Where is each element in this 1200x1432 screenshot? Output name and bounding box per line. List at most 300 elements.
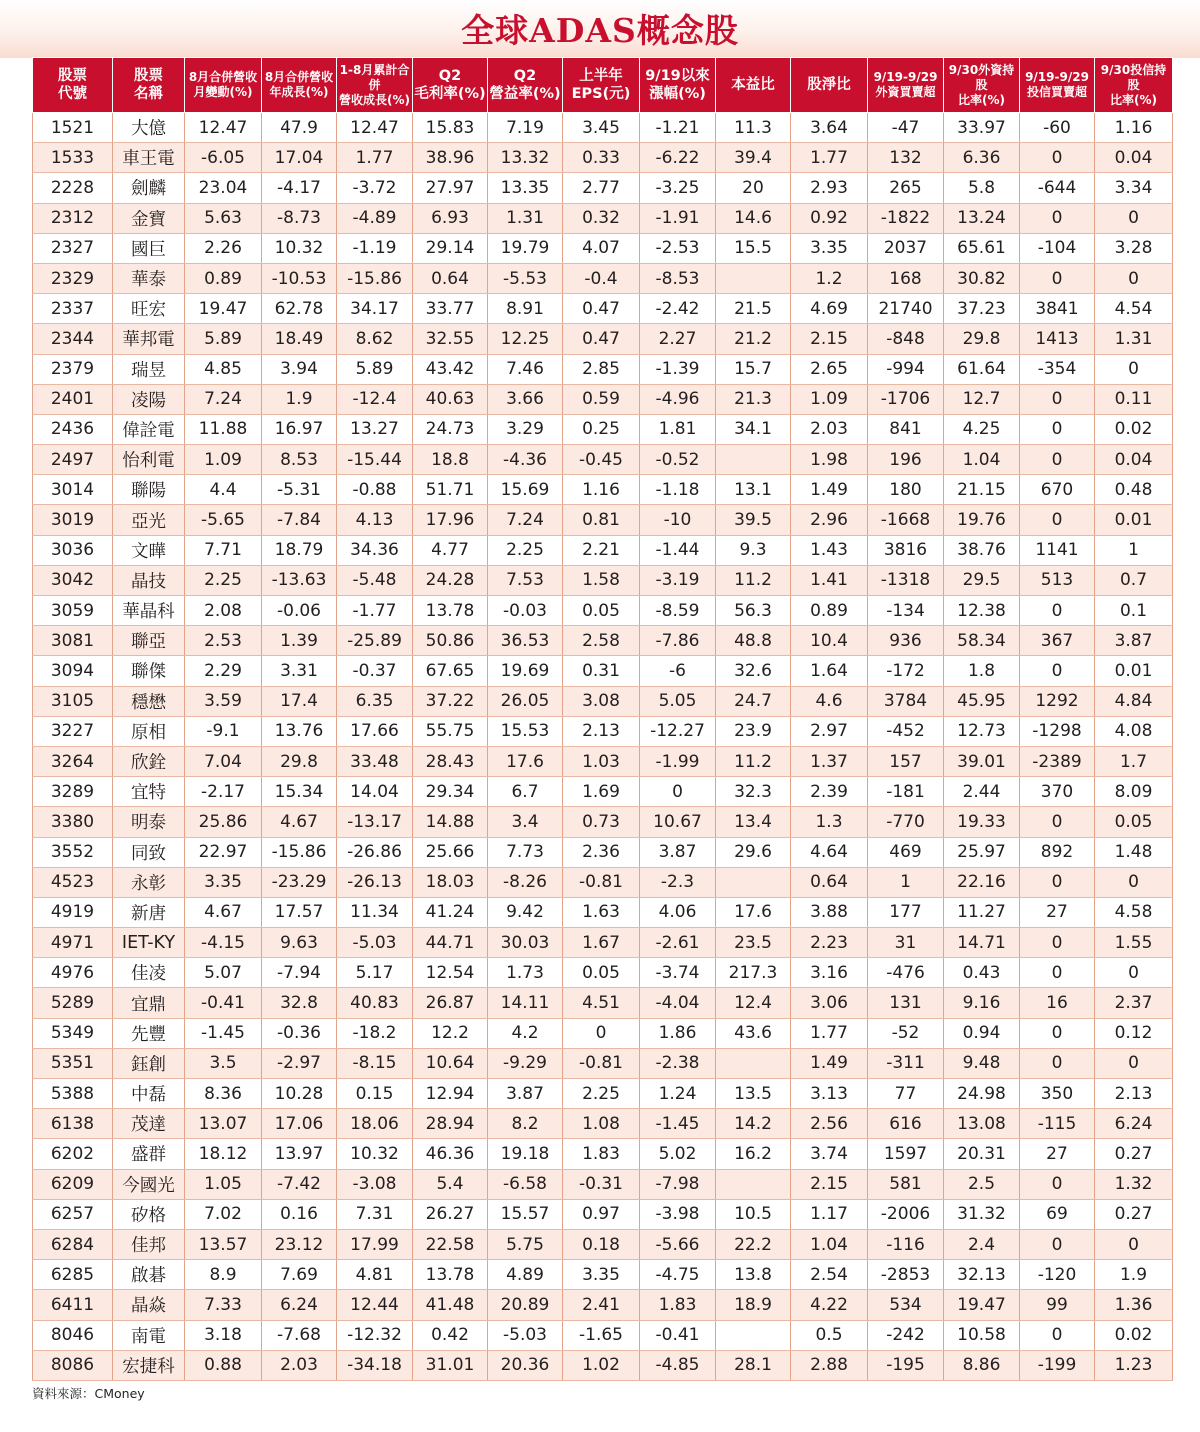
table-cell: -0.41 [640, 1320, 716, 1350]
table-cell: -994 [868, 354, 944, 384]
table-cell: 12.94 [413, 1079, 488, 1109]
table-cell: 2.37 [1095, 988, 1173, 1018]
stock-code-cell: 5351 [33, 1048, 113, 1078]
table-cell: 3.34 [1095, 173, 1173, 203]
table-cell: 6.93 [413, 203, 488, 233]
table-cell: 0 [640, 777, 716, 807]
table-cell: 0 [1095, 867, 1173, 897]
table-cell: 0.02 [1095, 1320, 1173, 1350]
table-cell: 2037 [868, 233, 944, 263]
table-cell: -26.86 [337, 837, 413, 867]
table-row [33, 958, 1173, 988]
table-cell: 2.27 [640, 324, 716, 354]
table-cell: 0.47 [563, 294, 640, 324]
table-cell: 1.41 [791, 565, 868, 595]
table-row [33, 354, 1173, 384]
table-cell: 1.39 [262, 626, 337, 656]
table-cell: -3.74 [640, 958, 716, 988]
table-cell: 5.05 [640, 686, 716, 716]
table-row [33, 1320, 1173, 1350]
column-header: 8月合併營收 年成長(%) [262, 58, 337, 113]
stock-code-cell: 2436 [33, 414, 113, 444]
table-row [33, 1018, 1173, 1048]
table-cell: 0 [1020, 505, 1095, 535]
table-cell: 26.27 [413, 1199, 488, 1229]
table-row [33, 324, 1173, 354]
table-cell: 0 [1020, 928, 1095, 958]
table-cell: 34.1 [716, 414, 791, 444]
stock-code-cell: 2497 [33, 445, 113, 475]
table-cell: -452 [868, 716, 944, 746]
table-cell: 20.89 [488, 1290, 563, 1320]
table-cell: 841 [868, 414, 944, 444]
table-cell: 99 [1020, 1290, 1095, 1320]
table-cell: 1.73 [488, 958, 563, 988]
table-cell: 3.35 [563, 1260, 640, 1290]
table-cell: -7.68 [262, 1320, 337, 1350]
table-cell: 0 [1020, 263, 1095, 293]
table-row [33, 294, 1173, 324]
table-cell: 0 [1020, 867, 1095, 897]
table-cell: 0.04 [1095, 445, 1173, 475]
table-cell: 1.32 [1095, 1169, 1173, 1199]
stock-name-cell: 鈺創 [113, 1048, 185, 1078]
stock-code-cell: 2228 [33, 173, 113, 203]
table-cell: 4.08 [1095, 716, 1173, 746]
table-cell: -34.18 [337, 1350, 413, 1380]
table-cell: 32.13 [944, 1260, 1020, 1290]
table-cell: 18.9 [716, 1290, 791, 1320]
table-cell: 7.24 [185, 384, 262, 414]
table-cell: 7.73 [488, 837, 563, 867]
table-cell: 15.7 [716, 354, 791, 384]
stock-code-cell: 5388 [33, 1079, 113, 1109]
stock-name-cell: 旺宏 [113, 294, 185, 324]
table-cell: 469 [868, 837, 944, 867]
table-cell: 0.1 [1095, 596, 1173, 626]
table-cell: -0.03 [488, 596, 563, 626]
table-cell: 18.8 [413, 445, 488, 475]
table-cell: 0.59 [563, 384, 640, 414]
table-cell: 3.88 [791, 897, 868, 927]
table-cell: 2.85 [563, 354, 640, 384]
table-cell: 0 [1020, 596, 1095, 626]
table-cell: 0 [1095, 354, 1173, 384]
table-cell: 0.33 [563, 143, 640, 173]
table-cell: 39.01 [944, 746, 1020, 776]
table-cell: 14.2 [716, 1109, 791, 1139]
table-cell: 10.28 [262, 1079, 337, 1109]
table-row [33, 716, 1173, 746]
table-cell: 1.48 [1095, 837, 1173, 867]
table-cell: 32.6 [716, 656, 791, 686]
table-cell: -3.19 [640, 565, 716, 595]
table-row [33, 384, 1173, 414]
table-cell: 936 [868, 626, 944, 656]
table-cell: 61.64 [944, 354, 1020, 384]
table-cell: 13.1 [716, 475, 791, 505]
table-cell: 21740 [868, 294, 944, 324]
table-cell: 12.4 [716, 988, 791, 1018]
stock-code-cell: 4971 [33, 928, 113, 958]
table-cell: 1.3 [791, 807, 868, 837]
table-cell: 39.5 [716, 505, 791, 535]
table-cell: 3.13 [791, 1079, 868, 1109]
column-header: 股淨比 [791, 58, 868, 113]
table-cell: 3.59 [185, 686, 262, 716]
table-cell: 0.16 [262, 1199, 337, 1229]
table-cell: 8.09 [1095, 777, 1173, 807]
table-cell: 12.73 [944, 716, 1020, 746]
table-cell: 2.26 [185, 233, 262, 263]
table-cell: 2.23 [791, 928, 868, 958]
table-cell: 67.65 [413, 656, 488, 686]
table-cell: 2.54 [791, 1260, 868, 1290]
adas-stock-table [32, 57, 1173, 1381]
table-cell: 1.69 [563, 777, 640, 807]
table-row [33, 263, 1173, 293]
table-cell: 13.57 [185, 1229, 262, 1259]
table-cell: 31 [868, 928, 944, 958]
table-cell: 3816 [868, 535, 944, 565]
table-cell: 0.05 [563, 596, 640, 626]
table-cell: -1.44 [640, 535, 716, 565]
table-cell [716, 445, 791, 475]
table-cell: 14.88 [413, 807, 488, 837]
table-cell: 48.8 [716, 626, 791, 656]
table-cell: 15.5 [716, 233, 791, 263]
table-cell: -104 [1020, 233, 1095, 263]
table-cell: 37.23 [944, 294, 1020, 324]
stock-name-cell: 文曄 [113, 535, 185, 565]
stock-name-cell: 聯傑 [113, 656, 185, 686]
table-cell: 5.75 [488, 1229, 563, 1259]
table-cell: 2.13 [1095, 1079, 1173, 1109]
table-cell: 4.4 [185, 475, 262, 505]
stock-name-cell: 明泰 [113, 807, 185, 837]
table-cell: -0.36 [262, 1018, 337, 1048]
stock-code-cell: 3227 [33, 716, 113, 746]
table-cell: 4.67 [262, 807, 337, 837]
table-cell: 20.36 [488, 1350, 563, 1380]
table-cell: 0 [1020, 143, 1095, 173]
table-body [33, 113, 1173, 1381]
table-cell: 3.87 [488, 1079, 563, 1109]
table-row [33, 746, 1173, 776]
table-cell: 0.32 [563, 203, 640, 233]
stock-code-cell: 3380 [33, 807, 113, 837]
table-cell: -2.61 [640, 928, 716, 958]
table-cell: 1.37 [791, 746, 868, 776]
table-cell: 1.77 [791, 1018, 868, 1048]
column-header: 上半年 EPS(元) [563, 58, 640, 113]
column-header: 9/30投信持股 比率(%) [1095, 58, 1173, 113]
stock-name-cell: 偉詮電 [113, 414, 185, 444]
table-cell: -2853 [868, 1260, 944, 1290]
table-cell: 18.12 [185, 1139, 262, 1169]
stock-code-cell: 6209 [33, 1169, 113, 1199]
table-cell: 5.63 [185, 203, 262, 233]
table-cell: 1.9 [262, 384, 337, 414]
stock-code-cell: 2401 [33, 384, 113, 414]
table-cell: 19.47 [185, 294, 262, 324]
table-cell: 40.63 [413, 384, 488, 414]
table-cell: 370 [1020, 777, 1095, 807]
table-cell: 12.54 [413, 958, 488, 988]
table-cell: 11.88 [185, 414, 262, 444]
table-cell: 22.16 [944, 867, 1020, 897]
table-cell: 0.43 [944, 958, 1020, 988]
table-cell: 41.48 [413, 1290, 488, 1320]
table-cell: 1 [1095, 535, 1173, 565]
stock-code-cell: 3036 [33, 535, 113, 565]
table-cell: 51.71 [413, 475, 488, 505]
table-cell: 4.77 [413, 535, 488, 565]
table-cell [716, 1169, 791, 1199]
table-cell: 32.3 [716, 777, 791, 807]
table-cell: 15.34 [262, 777, 337, 807]
table-cell: 1.31 [488, 203, 563, 233]
table-cell: 1.43 [791, 535, 868, 565]
table-cell: -6 [640, 656, 716, 686]
table-cell: 5.07 [185, 958, 262, 988]
table-cell: 8.62 [337, 324, 413, 354]
table-cell: 28.1 [716, 1350, 791, 1380]
table-cell: 13.4 [716, 807, 791, 837]
table-cell: -5.53 [488, 263, 563, 293]
table-cell: 1.2 [791, 263, 868, 293]
table-cell: 24.73 [413, 414, 488, 444]
table-cell: 3.87 [640, 837, 716, 867]
column-header: 股票 名稱 [113, 58, 185, 113]
page-title: 全球ADAS概念股 [461, 11, 739, 50]
table-cell: 0.01 [1095, 505, 1173, 535]
stock-name-cell: 原相 [113, 716, 185, 746]
table-cell: -181 [868, 777, 944, 807]
table-cell: 1.64 [791, 656, 868, 686]
table-cell: 0.97 [563, 1199, 640, 1229]
table-row [33, 565, 1173, 595]
table-cell: 2.25 [488, 535, 563, 565]
table-cell: 0.47 [563, 324, 640, 354]
table-cell: -0.37 [337, 656, 413, 686]
table-cell: -0.4 [563, 263, 640, 293]
table-cell: 534 [868, 1290, 944, 1320]
table-cell: -2.17 [185, 777, 262, 807]
table-cell: 1.23 [1095, 1350, 1173, 1380]
table-cell: 19.76 [944, 505, 1020, 535]
table-cell: -10.53 [262, 263, 337, 293]
table-cell: -60 [1020, 113, 1095, 143]
table-cell: 2.4 [944, 1229, 1020, 1259]
table-cell: 3.66 [488, 384, 563, 414]
stock-name-cell: IET-KY [113, 928, 185, 958]
table-cell: 23.04 [185, 173, 262, 203]
column-header: 8月合併營收 月變動(%) [185, 58, 262, 113]
table-row [33, 988, 1173, 1018]
table-row [33, 1169, 1173, 1199]
table-cell: 44.71 [413, 928, 488, 958]
table-cell: -23.29 [262, 867, 337, 897]
stock-code-cell: 3042 [33, 565, 113, 595]
stock-name-cell: 欣銓 [113, 746, 185, 776]
table-cell: 40.83 [337, 988, 413, 1018]
table-cell: 17.06 [262, 1109, 337, 1139]
stock-name-cell: 瑞昱 [113, 354, 185, 384]
table-cell: -242 [868, 1320, 944, 1350]
table-cell: 3.28 [1095, 233, 1173, 263]
table-cell: 30.03 [488, 928, 563, 958]
table-cell: 1.55 [1095, 928, 1173, 958]
table-cell: -1.18 [640, 475, 716, 505]
table-cell: -26.13 [337, 867, 413, 897]
table-cell: 9.42 [488, 897, 563, 927]
table-cell: 2.25 [563, 1079, 640, 1109]
stock-name-cell: 宜特 [113, 777, 185, 807]
table-row [33, 1139, 1173, 1169]
table-cell: 38.96 [413, 143, 488, 173]
table-cell: 7.31 [337, 1199, 413, 1229]
table-cell: 27 [1020, 897, 1095, 927]
table-cell: 15.57 [488, 1199, 563, 1229]
stock-name-cell: 中磊 [113, 1079, 185, 1109]
table-cell: 17.6 [488, 746, 563, 776]
table-cell: 2.03 [262, 1350, 337, 1380]
table-cell: 17.57 [262, 897, 337, 927]
table-cell: 2.96 [791, 505, 868, 535]
stock-name-cell: 大億 [113, 113, 185, 143]
table-cell: 2.39 [791, 777, 868, 807]
table-cell: 13.07 [185, 1109, 262, 1139]
table-cell: 31.32 [944, 1199, 1020, 1229]
table-cell: 3.45 [563, 113, 640, 143]
table-cell: 1 [868, 867, 944, 897]
table-cell: 6.36 [944, 143, 1020, 173]
table-cell: 29.8 [262, 746, 337, 776]
table-cell: 43.6 [716, 1018, 791, 1048]
table-cell: -9.29 [488, 1048, 563, 1078]
table-cell: -0.06 [262, 596, 337, 626]
table-row [33, 1109, 1173, 1139]
stock-code-cell: 2337 [33, 294, 113, 324]
table-cell: 41.24 [413, 897, 488, 927]
table-cell: 1.03 [563, 746, 640, 776]
table-cell: 36.53 [488, 626, 563, 656]
stock-code-cell: 2312 [33, 203, 113, 233]
table-cell: 2.25 [185, 565, 262, 595]
table-cell: 2.56 [791, 1109, 868, 1139]
table-cell: -0.52 [640, 445, 716, 475]
table-cell: 20 [716, 173, 791, 203]
table-cell: 581 [868, 1169, 944, 1199]
table-row [33, 113, 1173, 143]
table-cell: 22.58 [413, 1229, 488, 1259]
stock-name-cell: 劍麟 [113, 173, 185, 203]
stock-name-cell: 聯陽 [113, 475, 185, 505]
table-cell: -8.26 [488, 867, 563, 897]
table-cell: -8.53 [640, 263, 716, 293]
table-cell: -770 [868, 807, 944, 837]
table-cell: 0.64 [413, 263, 488, 293]
table-cell: -4.85 [640, 1350, 716, 1380]
stock-code-cell: 4976 [33, 958, 113, 988]
table-cell: 0.73 [563, 807, 640, 837]
table-cell: -2.3 [640, 867, 716, 897]
table-cell: 1.49 [791, 475, 868, 505]
table-cell: 50.86 [413, 626, 488, 656]
table-cell: 4.22 [791, 1290, 868, 1320]
table-cell: 1.86 [640, 1018, 716, 1048]
table-cell: 32.8 [262, 988, 337, 1018]
table-cell: 69 [1020, 1199, 1095, 1229]
table-cell: 25.97 [944, 837, 1020, 867]
table-cell: -1298 [1020, 716, 1095, 746]
table-cell: -7.98 [640, 1169, 716, 1199]
table-cell: 11.3 [716, 113, 791, 143]
stock-code-cell: 4919 [33, 897, 113, 927]
table-cell: -18.2 [337, 1018, 413, 1048]
table-cell: 4.06 [640, 897, 716, 927]
table-cell: 17.96 [413, 505, 488, 535]
table-cell: 29.34 [413, 777, 488, 807]
table-cell: 2.03 [791, 414, 868, 444]
table-cell: 3.16 [791, 958, 868, 988]
stock-name-cell: 穩懋 [113, 686, 185, 716]
table-cell: 1.7 [1095, 746, 1173, 776]
table-cell: 7.02 [185, 1199, 262, 1229]
table-row [33, 1350, 1173, 1380]
table-cell: 27.97 [413, 173, 488, 203]
table-cell: 0.05 [563, 958, 640, 988]
table-cell: 892 [1020, 837, 1095, 867]
table-cell: -2.53 [640, 233, 716, 263]
table-cell: 12.25 [488, 324, 563, 354]
table-cell: 2.08 [185, 596, 262, 626]
table-cell: 24.28 [413, 565, 488, 595]
table-cell: 177 [868, 897, 944, 927]
table-cell: 513 [1020, 565, 1095, 595]
column-header: 本益比 [716, 58, 791, 113]
table-cell: 0 [1020, 445, 1095, 475]
table-cell: 2.29 [185, 656, 262, 686]
table-cell: 14.11 [488, 988, 563, 1018]
table-cell: 2.58 [563, 626, 640, 656]
stock-name-cell: 華晶科 [113, 596, 185, 626]
table-cell: 4.51 [563, 988, 640, 1018]
table-cell: 0.7 [1095, 565, 1173, 595]
table-cell: 7.69 [262, 1260, 337, 1290]
table-cell: 29.14 [413, 233, 488, 263]
table-cell: 1.98 [791, 445, 868, 475]
table-cell: 4.54 [1095, 294, 1173, 324]
stock-code-cell: 2379 [33, 354, 113, 384]
table-cell: -1.45 [185, 1018, 262, 1048]
table-cell: 22.97 [185, 837, 262, 867]
stock-code-cell: 8046 [33, 1320, 113, 1350]
table-cell: 5.8 [944, 173, 1020, 203]
table-cell: 1.67 [563, 928, 640, 958]
table-cell: 616 [868, 1109, 944, 1139]
table-cell: 1597 [868, 1139, 944, 1169]
table-cell: 12.44 [337, 1290, 413, 1320]
table-cell: 9.48 [944, 1048, 1020, 1078]
table-cell: 1.05 [185, 1169, 262, 1199]
table-cell [716, 867, 791, 897]
table-cell: -1318 [868, 565, 944, 595]
table-cell: 14.6 [716, 203, 791, 233]
table-cell: 21.5 [716, 294, 791, 324]
table-cell: -8.73 [262, 203, 337, 233]
